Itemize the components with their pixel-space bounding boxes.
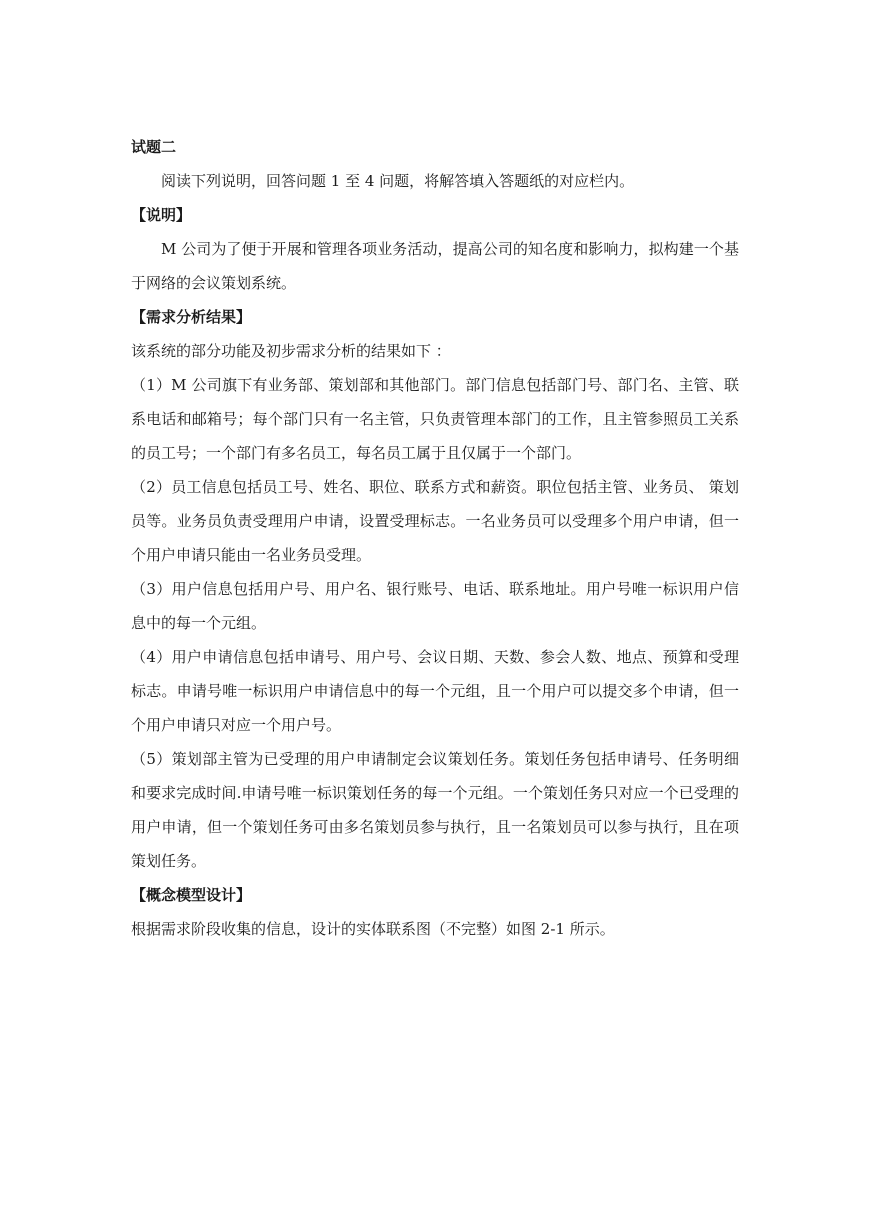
question-title: 试题二 [131,138,177,156]
requirement-item-2: （2）员工信息包括员工号、姓名、职位、联系方式和薪资。职位包括主管、业务员、 策划员等。业务员负责受理用户申请，设置受理标志。一名业务员可以受理多个用户申请，但一个用户申请只能由一名业务员受理。 [131,478,739,564]
description-heading: 【说明】 [131,206,192,224]
conceptual-heading: 【概念模型设计】 [131,886,252,904]
requirement-item-5: （5）策划部主管为已受理的用户申请制定会议策划任务。策划任务包括申请号、任务明细和要求完成时间.申请号唯一标识策划任务的每一个元组。一个策划任务只对应一个已受理的用户申请，但一个策划任务可由多名策划员参与执行，且一名策划员可以参与执行，且在项策划任务。 [131,750,739,870]
document-body [131,130,739,946]
conceptual-paragraph: 根据需求阶段收集的信息，设计的实体联系图（不完整）如图 2-1 所示。 [131,920,615,938]
description-paragraph: M 公司为了便于开展和管理各项业务活动，提高公司的知名度和影响力，拟构建一个基于网络的会议策划系统。 [131,240,739,292]
requirement-item-4: （4）用户申请信息包括申请号、用户号、会议日期、天数、参会人数、地点、预算和受理标志。申请号唯一标识用户申请信息中的每一个元组，且一个用户可以提交多个申请，但一个用户申请只对应一个用户号。 [131,648,739,734]
requirement-item-1: （1）M 公司旗下有业务部、策划部和其他部门。部门信息包括部门号、部门名、主管、联系电话和邮箱号；每个部门只有一名主管，只负责管理本部门的工作，且主管参照员工关系的员工号；一个部门有多名员工，每名员工属于且仅属于一个部门。 [131,376,739,462]
intro-paragraph: 阅读下列说明，回答问题 1 至 4 问题，将解答填入答题纸的对应栏内。 [161,172,635,190]
requirement-item-3: （3）用户信息包括用户号、用户名、银行账号、电话、联系地址。用户号唯一标识用户信息中的每一个元组。 [131,580,739,632]
requirements-heading: 【需求分析结果】 [131,308,252,326]
requirements-lead: 该系统的部分功能及初步需求分析的结果如下 ： [131,342,451,360]
